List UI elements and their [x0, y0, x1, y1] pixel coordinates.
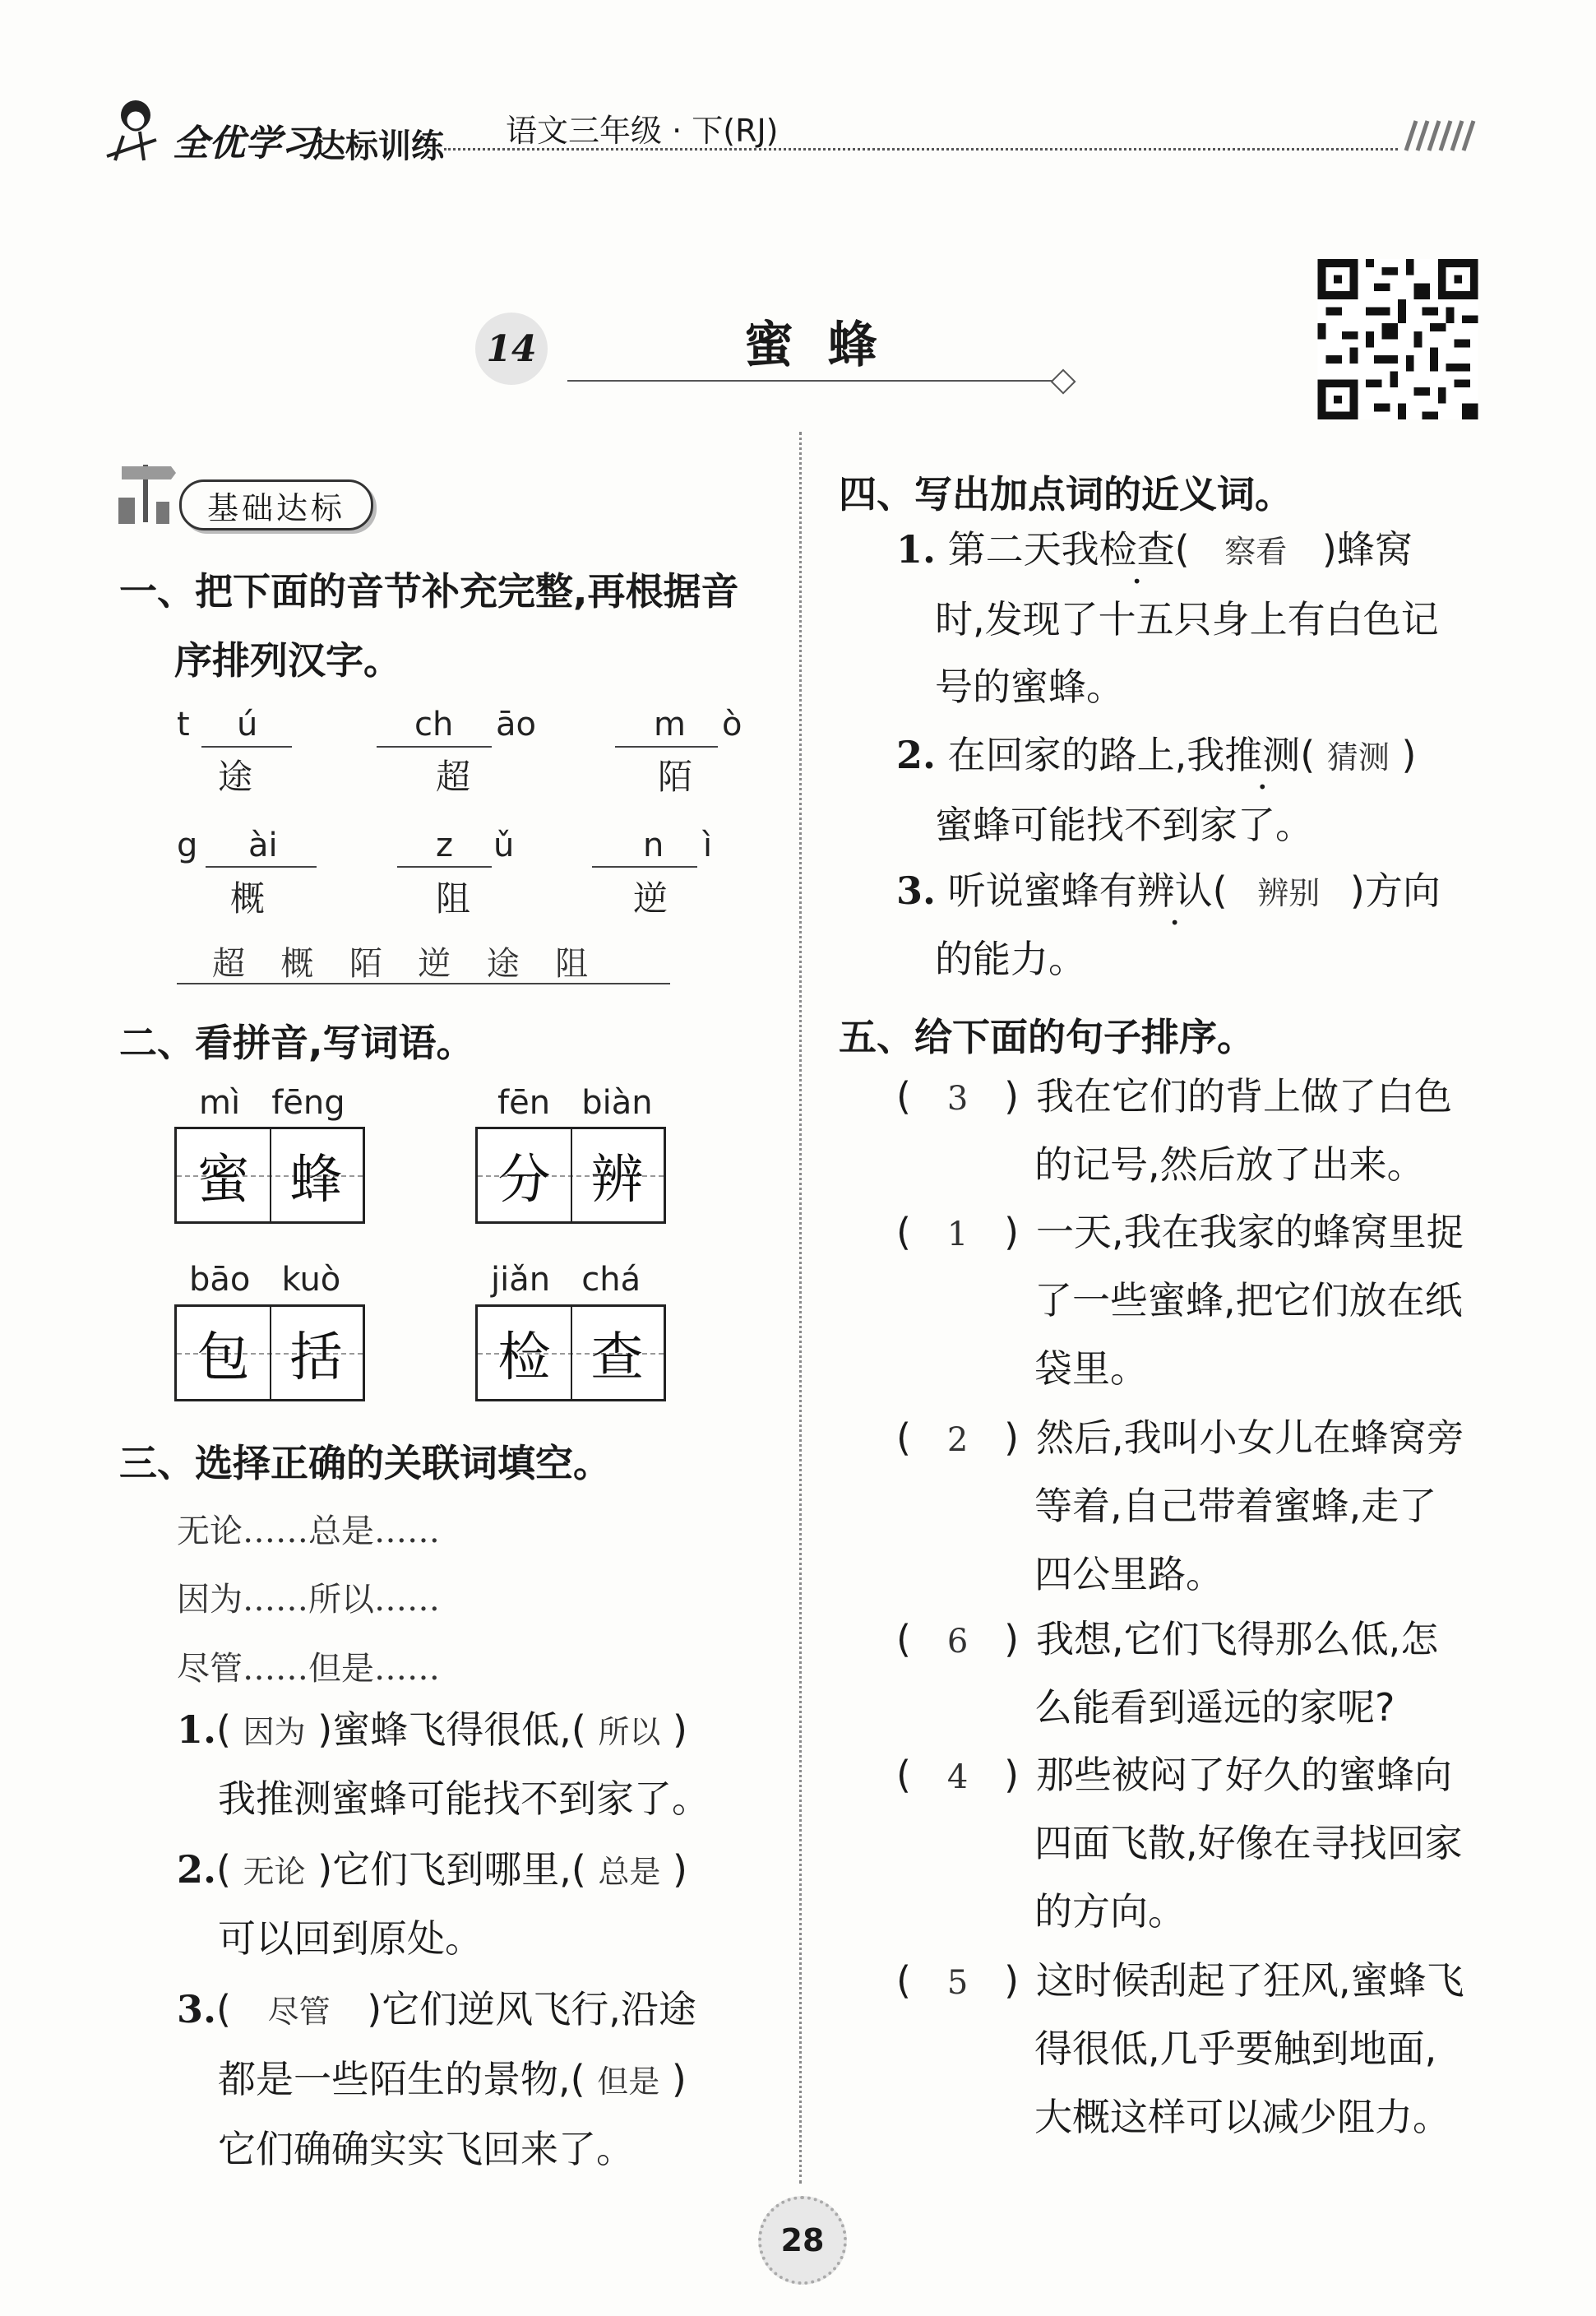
- q4-item-2-line2: 蜜蜂可能找不到家了。: [935, 803, 1313, 847]
- q5-item-5-paren: ( 4 ): [896, 1753, 1020, 1797]
- q4-item-3-line1: 3. 听说蜜蜂有辨认( 辨别 )方向: [896, 868, 1441, 913]
- q3-item-1-line1: 1.( 因为 )蜜蜂飞得很低,( 所以 ): [177, 1707, 687, 1752]
- q3-item-1-line2: 我推测蜜蜂可能找不到家了。: [218, 1776, 710, 1821]
- q4-item-3-answer: 辨别: [1257, 875, 1321, 911]
- q1-item-2-char: 超: [436, 757, 471, 797]
- q1-item-4-line: [206, 866, 317, 868]
- q5-item-1-line-1: 我在它们的背上做了白色: [1036, 1074, 1452, 1119]
- q5-item-6-paren: ( 5 ): [896, 1958, 1020, 2003]
- q1-item-3-char: 陌: [658, 757, 693, 797]
- q2-word-2-char-1: 分: [478, 1129, 572, 1221]
- q3-item-2-answer-2: 总是: [598, 1854, 661, 1890]
- q3-item-3-line2-text: 都是一些陌生的景物,(: [218, 2057, 585, 2101]
- q3-item-2-answer-1: 无论: [243, 1854, 306, 1890]
- q5-item-3-order: 2: [946, 1421, 969, 1459]
- q4-item-3-post: 方向: [1364, 868, 1441, 913]
- q4-item-3-pre: 听说蜜蜂有: [947, 868, 1137, 913]
- q1-item-3-answer: m: [654, 706, 686, 743]
- header-subject: 语文三年级 · 下(RJ): [506, 113, 779, 149]
- q5-title: 五、给下面的句子排序。: [839, 1015, 1255, 1059]
- header-mascot-icon: [90, 90, 169, 169]
- q3-option-2: 因为……所以……: [177, 1581, 440, 1619]
- q5-item-3-line-1: 然后,我叫小女儿在蜂窝旁: [1036, 1415, 1464, 1460]
- q3-item-3-line3: 它们确确实实飞回来了。: [218, 2127, 634, 2171]
- q2-word-1-char-1: 蜜: [177, 1129, 271, 1221]
- q5-item-6-order: 5: [946, 1964, 969, 2002]
- header-series: 达标训练: [312, 127, 444, 165]
- q1-item-1-answer: ú: [237, 706, 258, 743]
- q5-item-3-paren: ( 2 ): [896, 1415, 1020, 1460]
- q2-word-1-box: [174, 1127, 365, 1224]
- q5-item-4-line-1: 我想,它们飞得那么低,怎: [1036, 1617, 1439, 1661]
- title-rule: [567, 380, 1061, 382]
- lesson-title: 蜜 蜂: [744, 317, 877, 374]
- q1-item-6-line: [592, 866, 697, 868]
- q4-item-1-post: 蜂窝: [1336, 527, 1413, 572]
- q5-item-6-line-2: 得很低,几乎要触到地面,: [1034, 2026, 1437, 2071]
- q1-item-5-tail: ǔ: [493, 827, 515, 864]
- q5-item-4-paren: ( 6 ): [896, 1617, 1020, 1661]
- q3-title: 三、选择正确的关联词填空。: [119, 1441, 611, 1485]
- header-brand: 全优学习: [173, 123, 317, 164]
- q5-item-4-line-2: 么能看到遥远的家呢?: [1034, 1685, 1395, 1730]
- q3-option-3: 尽管……但是……: [177, 1650, 440, 1688]
- q3-option-1: 无论……总是……: [177, 1512, 440, 1550]
- q5-item-1-line-2: 的记号,然后放了出来。: [1034, 1142, 1425, 1187]
- q3-item-2-line2: 可以回到原处。: [218, 1916, 483, 1961]
- q2-word-1-char-2: 蜂: [289, 1150, 343, 1211]
- q4-item-1-pre: 第二天我: [947, 527, 1099, 572]
- q3-item-1-mid: 蜜蜂飞得很低,(: [332, 1707, 586, 1752]
- q2-title: 二、看拼音,写词语。: [119, 1021, 474, 1065]
- q1-item-5-char: 阻: [436, 878, 471, 919]
- header-dotted-rule: [444, 148, 1398, 151]
- q4-item-2-num: 2.: [896, 733, 937, 777]
- q3-item-3-line1: 3.( 尽管 )它们逆风飞行,沿途: [177, 1987, 696, 2031]
- q5-item-4-order: 6: [946, 1623, 969, 1661]
- q1-order-answer: 超 概 陌 逆 途 阻: [212, 945, 594, 983]
- q3-item-3-answer-1: 尽管: [267, 1994, 331, 2030]
- title-rule-diamond-icon: [1050, 368, 1076, 394]
- q2-word-4-char-1: 检: [478, 1307, 572, 1399]
- q4-item-1-line3: 号的蜜蜂。: [935, 665, 1124, 709]
- q1-title-line2: 序排列汉字。: [174, 638, 401, 683]
- q4-item-2-word: 推测: [1224, 733, 1301, 777]
- q3-item-1-answer-1: 因为: [243, 1714, 306, 1750]
- q3-item-1-answer-2: 所以: [598, 1714, 661, 1750]
- q2-word-3-pinyin: bāo kuò: [189, 1261, 341, 1299]
- q1-item-1-char: 途: [218, 757, 253, 797]
- q3-item-2-line1: 2.( 无论 )它们飞到哪里,( 总是 ): [177, 1847, 687, 1892]
- q2-word-2-box: [475, 1127, 666, 1224]
- q4-item-1-num: 1.: [896, 527, 937, 572]
- q5-item-3-line-3: 四公里路。: [1034, 1552, 1224, 1596]
- q1-item-3-tail: ò: [722, 706, 742, 743]
- q3-item-1-num: 1.: [177, 1707, 217, 1752]
- q1-item-1-line: [201, 746, 292, 748]
- q4-title: 四、写出加点词的近义词。: [839, 472, 1293, 516]
- q3-item-3-num: 3.: [177, 1987, 217, 2031]
- q1-item-6-answer: n: [643, 827, 664, 864]
- q1-item-1-initial: t: [177, 706, 190, 743]
- section-badge: [179, 479, 373, 530]
- q1-item-4-initial: g: [177, 827, 198, 864]
- q1-item-3-line: [615, 746, 718, 748]
- q5-item-2-line-1: 一天,我在我家的蜂窝里捉: [1036, 1210, 1464, 1254]
- q1-item-2-line: [377, 746, 492, 748]
- lesson-number: 14: [486, 327, 537, 370]
- column-divider: [799, 432, 802, 2184]
- q2-word-4-box: [475, 1304, 666, 1401]
- q5-item-5-order: 4: [946, 1758, 969, 1796]
- q2-word-3-char-2: 括: [289, 1327, 343, 1388]
- q4-item-1-line2: 时,发现了十五只身上有白色记: [935, 597, 1439, 642]
- q1-item-4-answer: ài: [248, 827, 278, 864]
- q2-word-4-char-2: 查: [590, 1327, 644, 1388]
- q1-item-5-line: [397, 866, 492, 868]
- q1-item-5-answer: z: [436, 827, 453, 864]
- q5-item-2-line-2: 了一些蜜蜂,把它们放在纸: [1034, 1278, 1463, 1322]
- signpost-icon: [113, 456, 179, 526]
- q2-word-3-char-1: 包: [177, 1307, 271, 1399]
- q4-item-1-line1: 1. 第二天我检查( 察看 )蜂窝: [896, 527, 1413, 572]
- q1-item-2-tail: āo: [496, 706, 536, 743]
- q5-item-2-line-3: 袋里。: [1034, 1346, 1148, 1391]
- q5-item-2-order: 1: [946, 1216, 969, 1253]
- q4-item-2-pre: 在回家的路上,我: [947, 733, 1225, 777]
- q5-item-5-line-3: 的方向。: [1034, 1889, 1186, 1934]
- q5-item-5-line-1: 那些被闷了好久的蜜蜂向: [1036, 1753, 1452, 1797]
- q5-item-6-line-3: 大概这样可以减少阻力。: [1034, 2095, 1450, 2139]
- q5-item-1-order: 3: [946, 1080, 969, 1118]
- q4-item-2-answer: 猜测: [1326, 739, 1390, 776]
- q3-item-2-num: 2.: [177, 1847, 217, 1892]
- q4-item-1-word: 检查: [1099, 527, 1175, 572]
- q1-item-4-char: 概: [230, 878, 266, 919]
- page-number-badge: [758, 2196, 847, 2285]
- q5-item-1-paren: ( 3 ): [896, 1074, 1020, 1119]
- q5-item-6-line-1: 这时候刮起了狂风,蜜蜂飞: [1036, 1958, 1464, 2003]
- section-badge-label: 基础达标: [206, 489, 345, 526]
- page-number: 28: [780, 2222, 825, 2258]
- q4-item-3-word: 辨认: [1136, 868, 1213, 913]
- q3-item-3-answer-2: 但是: [597, 2064, 660, 2100]
- q2-word-2-char-2: 辨: [590, 1150, 644, 1211]
- q1-item-2-answer: ch: [414, 706, 454, 743]
- q3-item-2-mid: 它们飞到哪里,(: [332, 1847, 586, 1892]
- q3-item-3-line2: 都是一些陌生的景物,( 但是 ): [218, 2057, 687, 2101]
- q4-item-2-line1: 2. 在回家的路上,我推测( 猜测 ): [896, 733, 1417, 777]
- lesson-number-badge: [475, 313, 548, 385]
- header-stripes-icon: [1398, 119, 1480, 152]
- q1-item-6-tail: ì: [703, 827, 713, 864]
- q4-item-3-num: 3.: [896, 868, 937, 913]
- q5-item-5-line-2: 四面飞散,好像在寻找回家: [1034, 1821, 1463, 1865]
- q2-word-2-pinyin: fēn biàn: [497, 1084, 653, 1122]
- q3-item-3-mid: 它们逆风飞行,沿途: [382, 1987, 696, 2031]
- q2-word-1-pinyin: mì fēng: [199, 1084, 345, 1122]
- q1-title: 一、把下面的音节补充完整,再根据音: [119, 569, 739, 614]
- q1-order-line: [177, 983, 670, 984]
- q2-word-3-box: [174, 1304, 365, 1401]
- qr-code[interactable]: [1316, 259, 1480, 419]
- q5-item-2-paren: ( 1 ): [896, 1210, 1020, 1254]
- q4-item-3-line2: 的能力。: [935, 937, 1086, 981]
- q4-item-1-answer: 察看: [1224, 534, 1288, 570]
- q2-word-4-pinyin: jiǎn chá: [491, 1261, 641, 1299]
- q1-item-6-char: 逆: [633, 878, 668, 919]
- q5-item-3-line-2: 等着,自己带着蜜蜂,走了: [1034, 1484, 1437, 1528]
